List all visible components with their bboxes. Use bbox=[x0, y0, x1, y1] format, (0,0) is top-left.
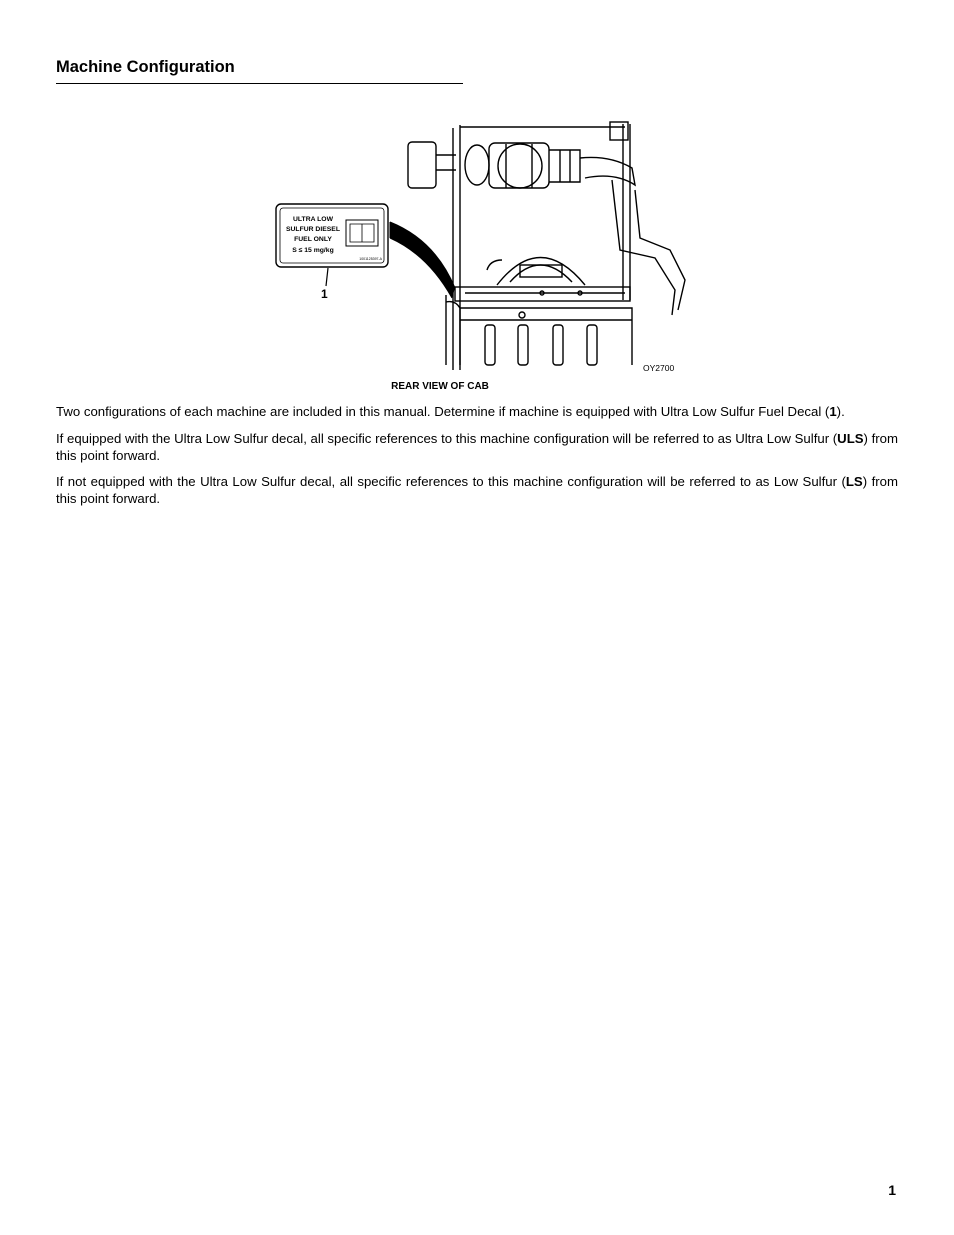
paragraph-1-end: ). bbox=[836, 404, 845, 419]
page-number: 1 bbox=[888, 1182, 896, 1198]
cab-illustration bbox=[260, 110, 700, 380]
ls-abbreviation: LS bbox=[845, 474, 863, 489]
callout-leader-line bbox=[326, 268, 328, 286]
rear-view-of-cab-figure bbox=[260, 110, 700, 380]
paragraph-2-text: If equipped with the Ultra Low Sulfur decal, all specific references to this machine configuration will be referred to as Ultra Low Sulfur ( bbox=[56, 431, 838, 446]
decal-line-1: ULTRA LOW bbox=[292, 216, 334, 223]
paragraph-2-end: ) from this point forward. bbox=[56, 431, 899, 464]
section-heading: Machine Configuration bbox=[56, 58, 235, 76]
decal-line-3: FUEL ONLY bbox=[294, 236, 332, 243]
callout-number: 1 bbox=[321, 287, 328, 301]
figure-caption: REAR VIEW OF CAB bbox=[391, 381, 489, 392]
paragraph-3-end: ) from this point forward. bbox=[56, 474, 898, 507]
uls-abbreviation: ULS bbox=[837, 431, 864, 446]
decal-part-number: 1001125397-A bbox=[359, 257, 382, 261]
paragraph-3 bbox=[56, 473, 898, 508]
decal-line-2: SULFUR DIESEL bbox=[285, 226, 341, 233]
figure-id: OY2700 bbox=[643, 363, 675, 373]
paragraph-2 bbox=[56, 430, 898, 465]
decal-line-4: S ≤ 15 mg/kg bbox=[292, 247, 334, 254]
fuel-decal bbox=[276, 204, 388, 267]
paragraph-3-text: If not equipped with the Ultra Low Sulfur decal, all specific references to this machine configuration will be referred to as Low Sulfur ( bbox=[56, 474, 846, 489]
callout-reference: 1 bbox=[829, 404, 837, 419]
paragraph-1-text: Two configurations of each machine are included in this manual. Determine if machine is equipped with Ultra Low Sulfur Fuel Decal ( bbox=[56, 404, 830, 419]
paragraph-1 bbox=[56, 403, 898, 420]
heading-underline bbox=[56, 83, 463, 84]
